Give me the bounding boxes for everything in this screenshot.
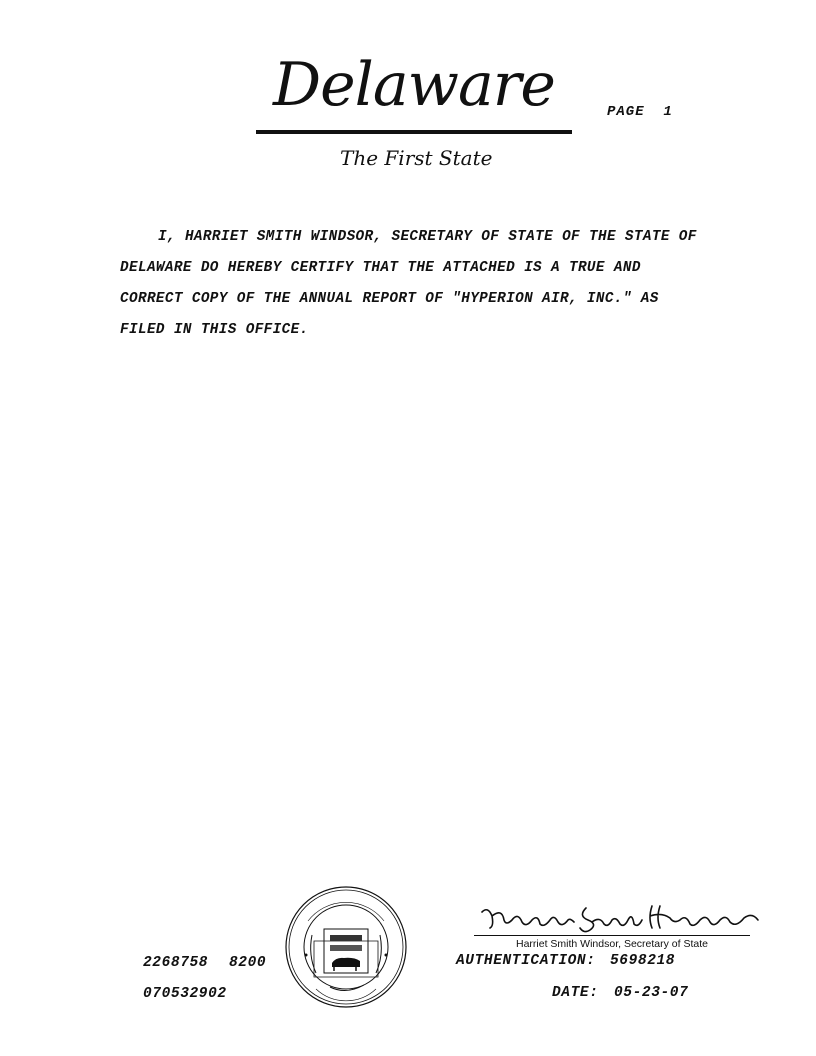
sr-number: 070532902: [143, 986, 227, 1002]
page-number: 1: [663, 104, 673, 120]
state-seal-icon: [284, 885, 408, 1009]
handwritten-signature: [474, 898, 764, 938]
file-number: 2268758: [143, 955, 209, 971]
state-name-title: Delaware: [273, 50, 555, 120]
authentication-number: 5698218: [610, 953, 676, 969]
date-value: 05-23-07: [614, 985, 689, 1001]
signature-caption: Harriet Smith Windsor, Secretary of State: [516, 938, 708, 950]
document-number: 8200: [229, 955, 267, 971]
certificate-line: I, HARRIET SMITH WINDSOR, SECRETARY OF STATE OF THE STATE OF: [158, 229, 697, 245]
signature-line: [474, 935, 750, 936]
certificate-line: FILED IN THIS OFFICE.: [120, 322, 309, 338]
date-label: DATE:: [552, 985, 599, 1001]
page-label: PAGE: [607, 104, 645, 120]
authentication-label: AUTHENTICATION:: [456, 953, 596, 969]
certificate-line: CORRECT COPY OF THE ANNUAL REPORT OF "HYPERION AIR, INC." AS: [120, 291, 659, 307]
certificate-line: DELAWARE DO HEREBY CERTIFY THAT THE ATTACHED IS A TRUE AND: [120, 260, 641, 276]
state-motto: The First State: [340, 146, 493, 170]
page-indicator: [607, 104, 673, 120]
header-divider: [256, 130, 572, 134]
